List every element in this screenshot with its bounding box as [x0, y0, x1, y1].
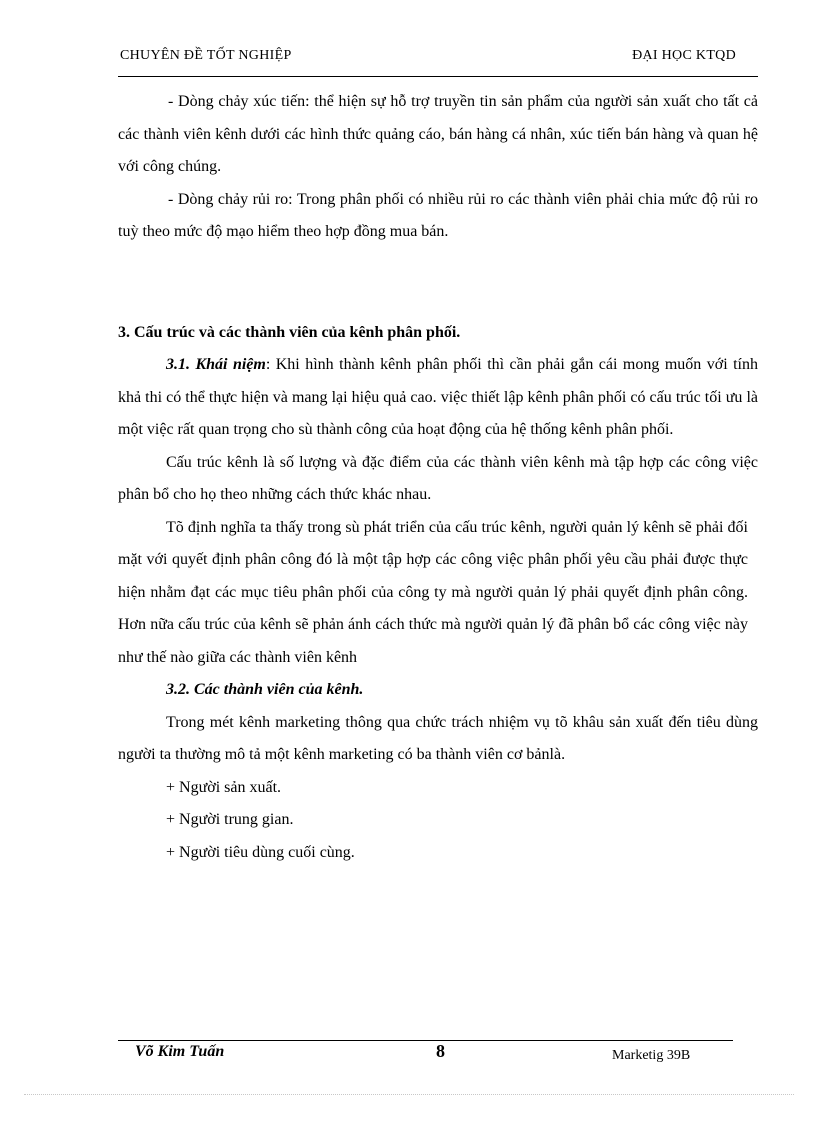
paragraph-structure-definition: Cấu trúc kênh là số lượng và đặc điểm của các thành viên kênh mà tập hợp các công việc phân bổ cho họ theo những cách thức khác nhau. [118, 453, 758, 503]
list-item: + Người sản xuất. [166, 778, 282, 796]
page-header [120, 48, 758, 70]
footer-class: Marketig 39B [612, 1048, 691, 1063]
document-body [118, 86, 758, 869]
paragraph-channel-members: Trong mét kênh marketing thông qua chức trách nhiệm vụ tõ khâu sản xuất đến tiêu dùng người ta thường mô tả một kênh marketing có ba thành viên cơ bảnlà. [118, 713, 758, 763]
list-item: + Người tiêu dùng cuối cùng. [166, 843, 355, 861]
header-rule [118, 76, 758, 77]
section-label-3-1: 3.1. Khái niệm [166, 356, 266, 373]
page-bottom-edge [24, 1094, 794, 1095]
header-right-title: ĐẠI HỌC KTQD [632, 48, 736, 63]
list-item: + Người trung gian. [166, 811, 294, 828]
header-left-title: CHUYÊN ĐỀ TỐT NGHIỆP [120, 48, 292, 63]
concept-text: : Khi hình thành kênh phân phối thì cần phải gắn cái mong muốn với tính khả thi có thể thực hiện và mang lại hiệu quả cao. việc thiết lập kênh phân phối có cấu trúc tối ưu là một việc rất quan trọng cho sù thành công của hoạt động của hệ thống kênh phân phối. [118, 356, 758, 438]
spacer [118, 249, 758, 317]
page-number: 8 [436, 1041, 445, 1061]
paragraph-structure-development: Tõ định nghĩa ta thấy trong sù phát triển của cấu trúc kênh, người quản lý kênh sẽ phải đối mặt với quyết định phân công đó là một tập hợp các công việc phân phối yêu cầu phải được thực hiện nhằm đạt các mục tiêu phân phối của công ty mà người quản lý phải quyết định phân công. Hơn nữa cấu trúc của kênh sẽ phản ánh cách thức mà người quản lý đã phân bổ các công việc này như thế nào giữa các thành viên kênh [118, 518, 748, 666]
paragraph-promotion-flow: - Dòng chảy xúc tiến: thể hiện sự hỗ trợ truyền tin sản phẩm của người sản xuất cho tất cả các thành viên kênh dưới các hình thức quảng cáo, bán hàng cá nhân, xúc tiến bán hàng và quan hệ với công chúng. [118, 93, 758, 175]
paragraph-risk-flow: - Dòng chảy rủi ro: Trong phân phối có nhiều rủi ro các thành viên phải chia mức độ rủi ro tuỳ theo mức độ mạo hiểm theo hợp đồng mua bán. [118, 190, 758, 240]
footer-author: Võ Kim Tuấn [135, 1043, 225, 1060]
paragraph-concept [118, 349, 758, 447]
section-heading-3: 3. Cấu trúc và các thành viên của kênh phân phối. [118, 323, 461, 341]
footer-rule [118, 1040, 733, 1041]
section-heading-3-2: 3.2. Các thành viên của kênh. [166, 681, 364, 698]
